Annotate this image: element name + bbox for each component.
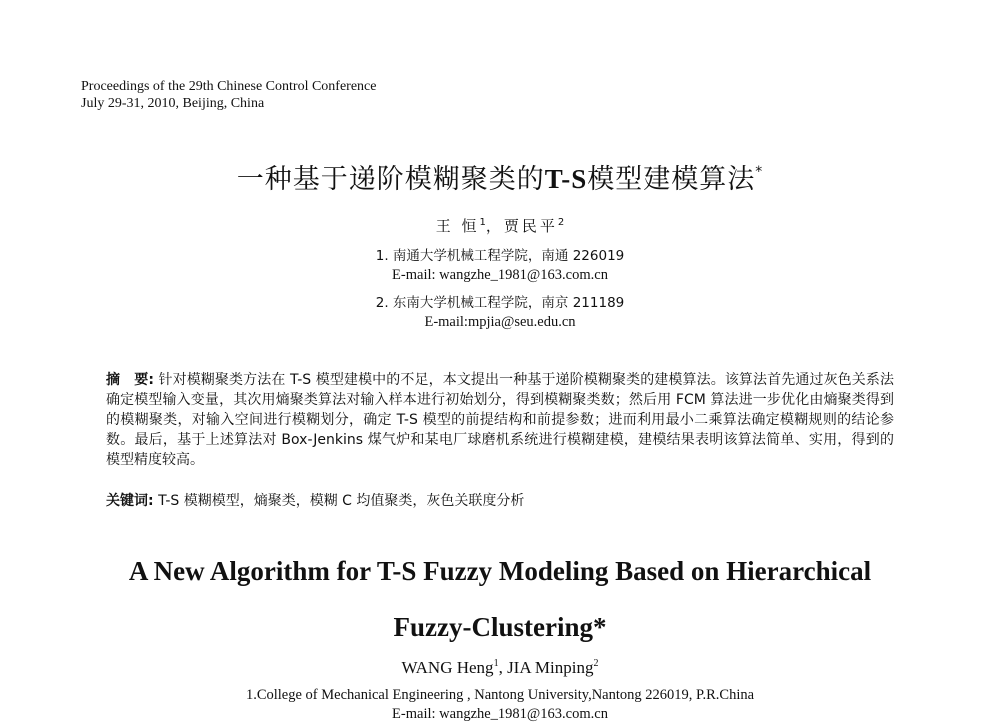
chinese-title bbox=[0, 152, 1000, 200]
proceedings-header bbox=[81, 78, 376, 112]
keywords-label: 关键词: bbox=[106, 493, 154, 509]
chinese-authors bbox=[0, 211, 1000, 238]
chinese-affiliation-1 bbox=[0, 247, 1000, 285]
chinese-abstract bbox=[106, 370, 894, 470]
chinese-title-pre: 一种基于递阶模糊聚类的 bbox=[236, 164, 545, 195]
proceedings-name: Proceedings of the 29th Chinese Control Conference bbox=[81, 79, 377, 94]
chinese-affiliation-2-email: E-mail:mpjia@seu.edu.cn bbox=[424, 314, 576, 330]
chinese-title-post: 模型建模算法 bbox=[587, 164, 756, 195]
keywords-text: T-S 模糊模型，熵聚类，模糊 C 均值聚类，灰色关联度分析 bbox=[158, 493, 525, 509]
english-author-1-sup: 1 bbox=[493, 658, 499, 669]
conference-date-location: July 29-31, 2010, Beijing, China bbox=[81, 96, 265, 111]
english-author-1: WANG Heng bbox=[401, 658, 494, 677]
english-author-2: JIA Minping bbox=[507, 658, 594, 677]
chinese-title-footnote-mark: * bbox=[755, 164, 764, 180]
english-author-separator: , bbox=[498, 658, 508, 677]
chinese-author-2-sup: 2 bbox=[557, 217, 565, 228]
english-title bbox=[0, 543, 1000, 655]
english-title-line-2: Fuzzy-Clustering* bbox=[393, 612, 607, 642]
chinese-keywords bbox=[106, 491, 894, 511]
english-affiliation-1-name: 1.College of Mechanical Engineering , Nantong University,Nantong 226019, P.R.China bbox=[245, 687, 755, 703]
chinese-affiliation-1-name: 1. 南通大学机械工程学院，南通 226019 bbox=[375, 248, 625, 264]
chinese-author-separator: ， bbox=[485, 217, 504, 235]
chinese-title-latin: T-S bbox=[544, 164, 588, 194]
english-title-line-1: A New Algorithm for T-S Fuzzy Modeling Based on Hierarchical bbox=[128, 556, 872, 586]
chinese-affiliation-2-name: 2. 东南大学机械工程学院，南京 211189 bbox=[375, 295, 625, 311]
english-affiliation-1 bbox=[0, 686, 1000, 724]
chinese-author-2: 贾民平 bbox=[503, 217, 558, 235]
english-author-2-sup: 2 bbox=[593, 658, 599, 669]
chinese-author-1: 王 恒 bbox=[435, 217, 480, 235]
chinese-affiliation-1-email: E-mail: wangzhe_1981@163.com.cn bbox=[392, 267, 608, 283]
chinese-author-1-sup: 1 bbox=[479, 217, 486, 228]
english-affiliation-1-email: E-mail: wangzhe_1981@163.com.cn bbox=[392, 706, 608, 722]
english-authors bbox=[0, 653, 1000, 679]
abstract-text: 针对模糊聚类方法在 T-S 模型建模中的不足，本文提出一种基于递阶模糊聚类的建模算法。该算法首先通过灰色关系法确定模型输入变量，其次用熵聚类算法对输入样本进行初始划分，得到模糊聚类数；然后用 FCM 算法进一步优化由熵聚类得到的模糊聚类，对输入空间进行模糊划分，确定 T-S 模型的前提结构和前提参数；进而利用最小二乘算法确定模糊规则的结论参数。最后，基于上述算法对 Box-Jenkins 煤气炉和某电厂球磨机系统进行模糊建模，建模结果表明该算法简单、实用，得到的模型精度较高。 bbox=[106, 372, 894, 468]
chinese-affiliation-2 bbox=[0, 294, 1000, 332]
abstract-label: 摘 要: bbox=[106, 372, 154, 388]
